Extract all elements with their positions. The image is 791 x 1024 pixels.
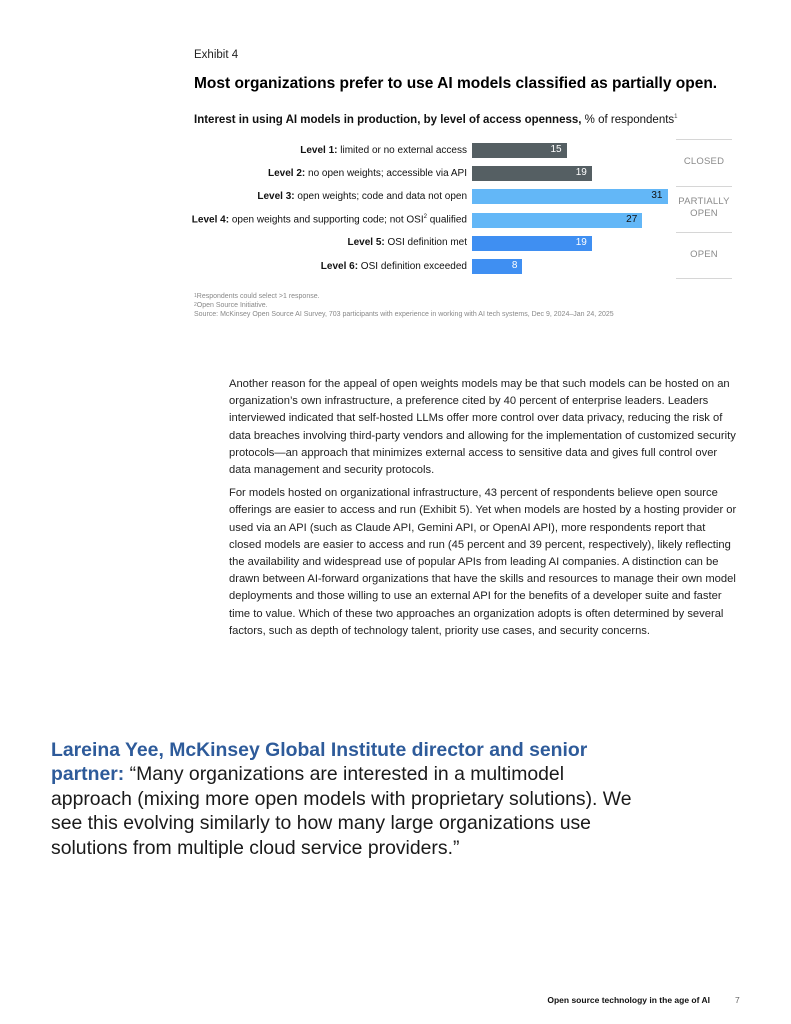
category-description: OSI definition exceeded xyxy=(358,260,467,272)
category-level: Level 1: xyxy=(300,144,338,156)
group-label-line: OPEN xyxy=(690,249,718,260)
category-level: Level 2: xyxy=(267,167,306,179)
group-label xyxy=(676,196,732,220)
body-paragraph-1: Another reason for the appeal of open weights models may be that such models can be hosted on an organization’s own infrastructure, a preference cited by 40 percent of enterprise leaders. Leaders interviewed indicated that self-hosted LLMs offer more control over data privacy, reducing the risk of data breaches involving third-party vendors and allowing for the implementation of customized security protocols—an approach that minimizes external access to sensitive data and gives full control over data management and security protocols. xyxy=(229,378,736,477)
footnote-text: Respondents could select >1 response. xyxy=(196,293,320,300)
category-description: OSI definition met xyxy=(384,237,467,249)
category-label xyxy=(300,145,467,156)
category-label xyxy=(268,168,467,179)
body-paragraph-2: For models hosted on organizational infrastructure, 43 percent of respondents believe open source offerings are easier to access and run (Exhibit 5). Yet when models are hosted by a hosting provider or used via an API (such as Claude API, Gemini API, or OpenAI API), more respondents report that closed models are easier to access and run (45 percent and 39 percent, respectively), likely reflecting the availability and widespread use of popular APIs from leading AI companies. A distinction can be drawn between AI-forward organizations that have the skills and resources to manage their own model deployments and those willing to use an external API for the benefits of a developer suite and faster time to value. Which of these two approaches an organization adopts is often determined by several factors, such as depth of technology talent, priority use cases, and security concerns. xyxy=(229,487,737,637)
footnote-marker: 2 xyxy=(194,302,197,308)
page-number: 7 xyxy=(735,995,740,1005)
category-description: open weights; code and data not open xyxy=(294,190,467,202)
category-label xyxy=(347,237,467,248)
bar-value-label: 19 xyxy=(575,236,587,248)
footnote-text: Open Source Initiative. xyxy=(196,302,268,309)
bar xyxy=(472,189,668,204)
bar-value-label: 27 xyxy=(626,213,638,225)
bar-value-label: 19 xyxy=(575,167,587,179)
category-description: no open weights; accessible via API xyxy=(305,167,467,179)
chart-subtitle-bold: Interest in using AI models in production, by level of access openness, xyxy=(194,114,582,126)
group-divider xyxy=(676,232,732,233)
group-label-line: OPEN xyxy=(690,208,718,219)
group-label xyxy=(676,249,732,261)
category-label xyxy=(192,214,467,225)
group-divider xyxy=(676,139,732,140)
category-description-tail: qualified xyxy=(426,214,467,226)
chart-subtitle xyxy=(194,114,678,126)
footnote xyxy=(194,311,614,318)
category-label xyxy=(257,191,467,202)
category-description: limited or no external access xyxy=(337,144,467,156)
group-label-line: CLOSED xyxy=(683,156,725,167)
pull-quote xyxy=(51,738,641,860)
chart-subtitle-rest: % of respondents xyxy=(581,114,675,126)
group-label xyxy=(676,156,732,168)
category-label xyxy=(321,261,467,272)
category-level: Level 3: xyxy=(257,190,295,202)
bar-value-label: 31 xyxy=(651,190,663,202)
group-label-line: PARTIALLY xyxy=(678,196,730,207)
category-description: open weights and supporting code; not OSI xyxy=(229,214,424,226)
bar-value-label: 8 xyxy=(511,260,518,271)
bar xyxy=(472,213,642,228)
exhibit-label: Exhibit 4 xyxy=(194,49,239,61)
exhibit-headline: Most organizations prefer to use AI models classified as partially open. xyxy=(194,75,718,92)
footer-title: Open source technology in the age of AI xyxy=(547,995,710,1005)
footnote xyxy=(194,302,268,309)
bar xyxy=(472,143,567,158)
category-level: Level 4: xyxy=(191,214,230,226)
group-divider xyxy=(676,278,732,279)
chart-subtitle-sup: 1 xyxy=(674,114,678,120)
bar-value-label: 15 xyxy=(550,144,562,155)
category-level: Level 6: xyxy=(320,260,359,272)
quote-text: “Many organizations are interested in a multimodel approach (mixing more open models with proprietary solutions). We see this evolving similarly to how many large organizations use solutions from multiple cloud service providers.” xyxy=(51,763,632,859)
footnote-text: Source: McKinsey Open Source AI Survey, 703 participants with experience in working with AI tech systems, Dec 9, 2024–Jan 24, 2025 xyxy=(194,311,614,318)
body-text xyxy=(229,376,739,646)
group-divider xyxy=(676,186,732,187)
footnote-marker: 1 xyxy=(194,293,197,299)
footnote xyxy=(194,293,320,300)
bar xyxy=(472,166,592,181)
category-superscript: 2 xyxy=(423,214,427,221)
category-level: Level 5: xyxy=(347,237,385,249)
bar xyxy=(472,236,592,251)
quote-attribution: Lareina Yee, McKinsey Global Institute director and senior partner: xyxy=(51,739,588,786)
bar xyxy=(472,259,522,274)
